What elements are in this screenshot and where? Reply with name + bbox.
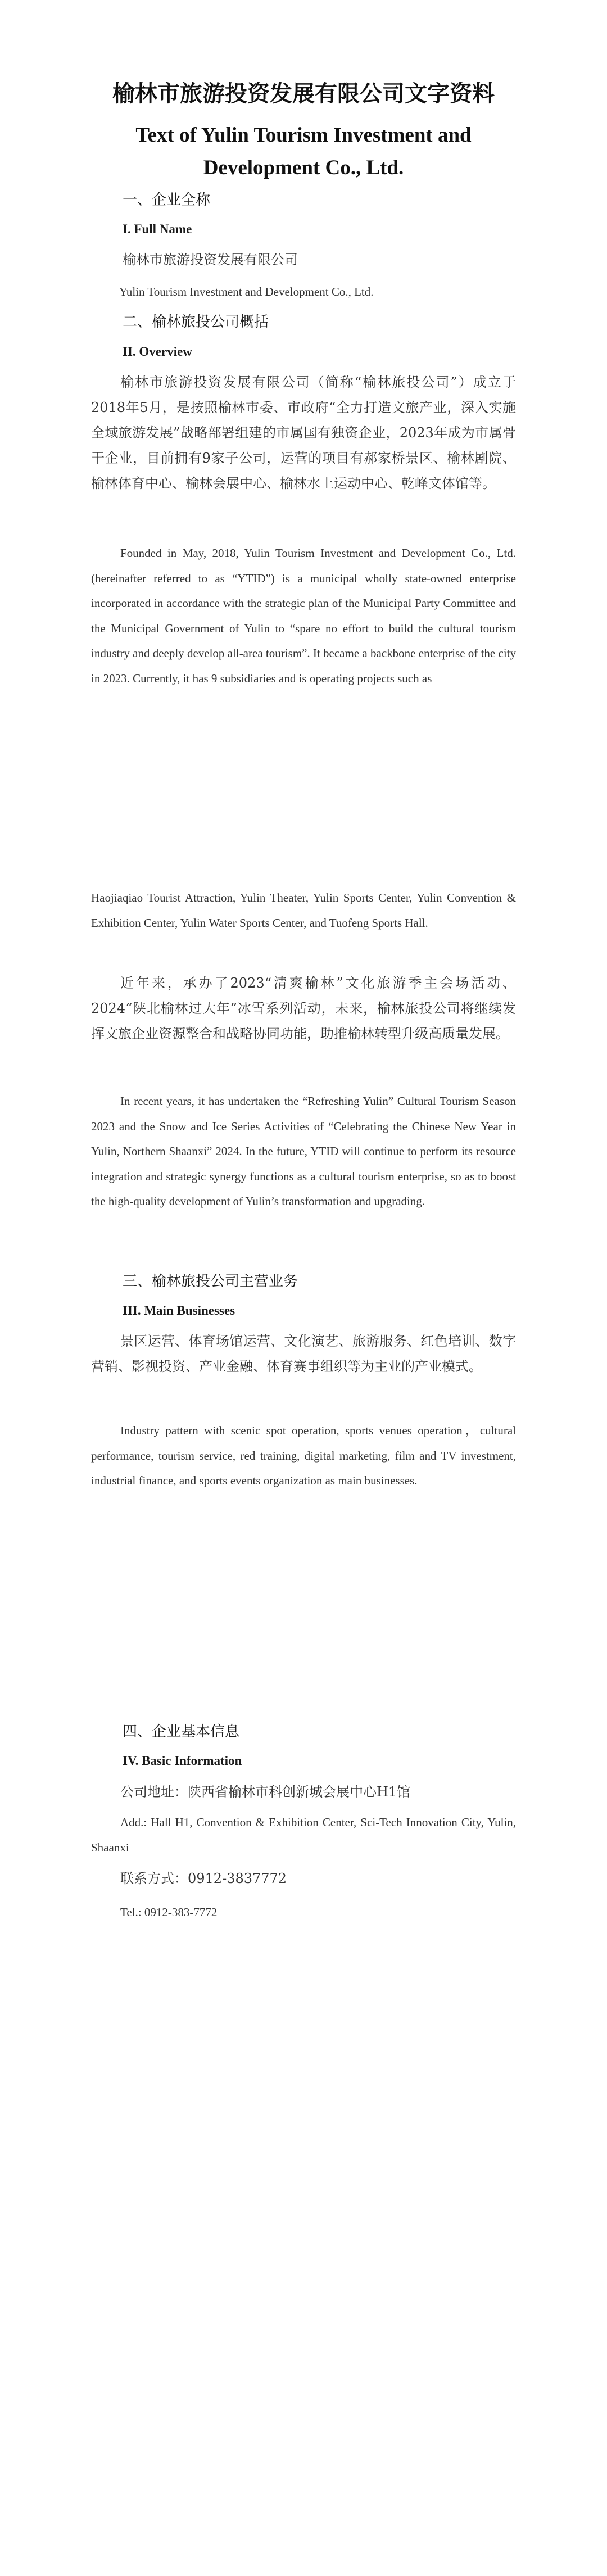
section-overview-heading-en: II. Overview [123, 345, 192, 359]
company-address-cn: 公司地址：陕西省榆林市科创新城会展中心H1馆 [120, 1784, 411, 1800]
document-title-cn: 榆林市旅游投资发展有限公司文字资料 [112, 81, 495, 107]
section-full-name-heading-cn: 一、企业全称 [123, 192, 211, 209]
company-contact-cn: 联系方式：0912-3837772 [120, 1871, 287, 1886]
section-main-business-heading-en: III. Main Businesses [123, 1303, 235, 1318]
section-full-name-heading-en: I. Full Name [123, 222, 192, 236]
section-basic-info-heading-cn: 四、企业基本信息 [123, 1723, 240, 1740]
main-business-paragraph-cn: 景区运营、体育场馆运营、文化演艺、旅游服务、红色培训、数字营销、影视投资、产业金融、体育赛事组织等为主业的产业模式。 [91, 1333, 516, 1374]
overview-paragraph-2-en: In recent years, it has undertaken the “Refreshing Yulin” Cultural Tourism Season 2023 and the Snow and Ice Series Activities of “Celebrating the Chinese New Year in Yulin, Northern Shaanxi” 2024. In the future, YTID will continue to perform its resource integration and strategic synergy functions as a cultural tourism enterprise, so as to boost the high-quality development of Yulin’s transformation and upgrading. [91, 1094, 516, 1208]
overview-paragraph-2-cn: 近年来，承办了2023“清爽榆林”文化旅游季主会场活动、2024“陕北榆林过大年”冰雪系列活动，未来，榆林旅投公司将继续发挥文旅企业资源整合和战略协同功能，助推榆林转型升级高质量发展。 [91, 975, 516, 1042]
section-overview-heading-cn: 二、榆林旅投公司概括 [123, 314, 269, 331]
section-main-business-heading-cn: 三、榆林旅投公司主营业务 [123, 1273, 298, 1290]
company-tel-en: Tel.: 0912-383-7772 [120, 1905, 218, 1919]
overview-paragraph-1-en-continued: Haojiaqiao Tourist Attraction, Yulin Theater, Yulin Sports Center, Yulin Convention & Exhibition Center, Yulin Water Sports Center, and Tuofeng Sports Hall. [91, 891, 516, 930]
company-name-cn: 榆林市旅游投资发展有限公司 [123, 252, 298, 268]
document-title-en: Text of Yulin Tourism Investment and Development Co., Ltd. [135, 124, 472, 179]
main-business-paragraph-en: Industry pattern with scenic spot operation, sports venues operation，cultural performance, tourism service, red training, digital marketing, film and TV investment, industrial finance, and sports events organization as main businesses. [91, 1424, 516, 1487]
overview-paragraph-1-en: Founded in May, 2018, Yulin Tourism Investment and Development Co., Ltd. (hereinafter referred to as “YTID”) is a municipal wholly state-owned enterprise incorporated in accordance with the strategic plan of the Municipal Party Committee and the Municipal Government of Yulin to “spare no effort to build the cultural tourism industry and deeply develop all-area tourism”. It became a backbone enterprise of the city in 2023. Currently, it has 9 subsidiaries and is operating projects such as [91, 546, 516, 685]
company-address-en: Add.: Hall H1, Convention & Exhibition Center, Sci-Tech Innovation City, Yulin, Shaanxi [91, 1816, 516, 1854]
overview-paragraph-1-cn: 榆林市旅游投资发展有限公司（简称“榆林旅投公司”）成立于2018年5月，是按照榆林市委、市政府“全力打造文旅产业，深入实施全域旅游发展”战略部署组建的市属国有独资企业，2023年成为市属骨干企业，目前拥有9家子公司，运营的项目有郝家桥景区、榆林剧院、榆林体育中心、榆林会展中心、榆林水上运动中心、乾峰文体馆等。 [91, 374, 516, 491]
section-basic-info-heading-en: IV. Basic Information [123, 1754, 242, 1768]
company-name-en: Yulin Tourism Investment and Development Co., Ltd. [119, 285, 374, 298]
